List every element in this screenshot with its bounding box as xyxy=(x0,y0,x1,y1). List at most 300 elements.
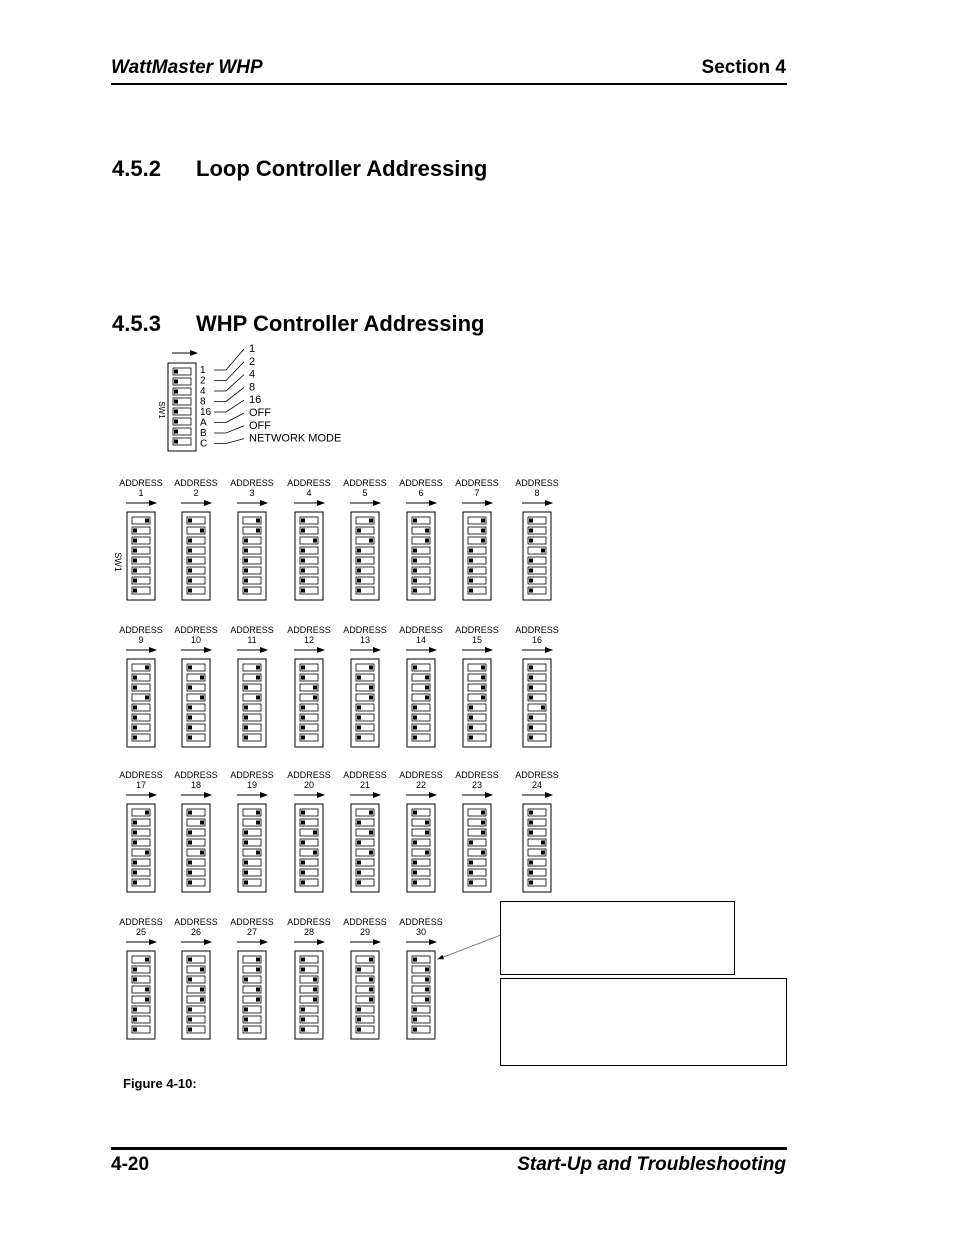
dip-toggle-off xyxy=(413,841,417,845)
address-number: 7 xyxy=(474,488,480,498)
address-cell xyxy=(343,770,387,892)
dip-toggle-off xyxy=(244,579,248,583)
dip-toggle-off xyxy=(413,549,417,553)
key-leader-line xyxy=(214,400,244,412)
dip-toggle-off xyxy=(188,539,192,543)
dip-toggle-off xyxy=(301,736,305,740)
key-dip-switch xyxy=(168,363,196,451)
dip-toggle-off xyxy=(301,549,305,553)
dip-toggle-off xyxy=(301,589,305,593)
dip-toggle-off xyxy=(244,726,248,730)
address-dip-switch xyxy=(463,512,491,600)
dip-toggle-off xyxy=(188,1008,192,1012)
dip-toggle-on xyxy=(200,998,204,1002)
dip-toggle-off xyxy=(188,871,192,875)
dip-toggle-off xyxy=(301,1028,305,1032)
dip-toggle-on xyxy=(200,696,204,700)
dip-toggle-off xyxy=(529,881,533,885)
dip-toggle-off xyxy=(244,736,248,740)
switch-meaning-label: 16 xyxy=(249,394,262,407)
dip-toggle-off xyxy=(133,726,137,730)
dip-toggle-on xyxy=(481,519,485,523)
dip-toggle-on xyxy=(200,821,204,825)
dip-toggle-off xyxy=(301,958,305,962)
dip-toggle-off xyxy=(174,420,178,424)
dip-toggle-off xyxy=(469,881,473,885)
dip-toggle-on xyxy=(313,998,317,1002)
address-label: ADDRESS xyxy=(230,625,274,635)
section-number: 4.5.2 xyxy=(112,156,161,181)
dip-toggle-on xyxy=(369,831,373,835)
dip-toggle-off xyxy=(244,978,248,982)
address-cell xyxy=(174,917,218,1039)
address-label: ADDRESS xyxy=(119,770,163,780)
dip-toggle-on xyxy=(145,998,149,1002)
address-label: ADDRESS xyxy=(515,770,559,780)
dip-toggle-off xyxy=(301,579,305,583)
dip-toggle-on xyxy=(481,851,485,855)
address-label: ADDRESS xyxy=(515,625,559,635)
dip-toggle-on xyxy=(256,666,260,670)
dip-toggle-off xyxy=(301,706,305,710)
address-cell xyxy=(515,770,559,892)
dip-toggle-on xyxy=(256,988,260,992)
dip-toggle-off xyxy=(529,821,533,825)
address-dip-switch xyxy=(238,804,266,892)
dip-toggle-on xyxy=(481,666,485,670)
dip-toggle-off xyxy=(188,1018,192,1022)
footer-rule xyxy=(111,1147,787,1150)
dip-toggle-off xyxy=(133,569,137,573)
address-dip-switch xyxy=(238,659,266,747)
dip-toggle-off xyxy=(188,706,192,710)
dip-toggle-on xyxy=(369,666,373,670)
dip-toggle-on xyxy=(481,539,485,543)
dip-toggle-on xyxy=(145,851,149,855)
address-label: ADDRESS xyxy=(287,478,331,488)
dip-toggle-off xyxy=(357,1028,361,1032)
dip-toggle-off xyxy=(413,519,417,523)
address-number: 26 xyxy=(190,927,202,937)
dip-toggle-off xyxy=(413,1018,417,1022)
dip-toggle-on xyxy=(541,549,545,553)
dip-toggle-off xyxy=(133,881,137,885)
dip-toggle-off xyxy=(529,871,533,875)
dip-toggle-off xyxy=(413,579,417,583)
address-dip-switch xyxy=(182,804,210,892)
dip-toggle-on xyxy=(369,686,373,690)
dip-toggle-on xyxy=(256,696,260,700)
dip-toggle-off xyxy=(413,569,417,573)
dip-toggle-off xyxy=(133,861,137,865)
address-cell xyxy=(230,625,274,747)
dip-toggle-on xyxy=(256,811,260,815)
address-cell xyxy=(343,478,387,600)
dip-toggle-off xyxy=(188,686,192,690)
dip-toggle-off xyxy=(529,861,533,865)
dip-toggle-on xyxy=(145,811,149,815)
dip-toggle-on xyxy=(256,851,260,855)
address-label: ADDRESS xyxy=(287,770,331,780)
dip-toggle-off xyxy=(174,430,178,434)
dip-toggle-off xyxy=(301,1008,305,1012)
dip-toggle-on xyxy=(256,958,260,962)
dip-toggle-off xyxy=(469,871,473,875)
dip-toggle-on xyxy=(541,851,545,855)
dip-toggle-on xyxy=(425,676,429,680)
dip-toggle-off xyxy=(133,676,137,680)
address-dip-switch xyxy=(407,951,435,1039)
dip-toggle-off xyxy=(133,579,137,583)
dip-toggle-on xyxy=(369,958,373,962)
dip-toggle-off xyxy=(188,716,192,720)
address-label: ADDRESS xyxy=(174,917,218,927)
switch-meaning-label: 2 xyxy=(249,355,256,368)
dip-toggle-off xyxy=(188,881,192,885)
dip-toggle-on xyxy=(256,821,260,825)
dip-toggle-off xyxy=(244,881,248,885)
dip-toggle-off xyxy=(188,666,192,670)
dip-toggle-off xyxy=(413,871,417,875)
dip-toggle-off xyxy=(133,841,137,845)
dip-toggle-off xyxy=(469,569,473,573)
dip-toggle-on xyxy=(313,988,317,992)
address-dip-switch xyxy=(295,951,323,1039)
dip-toggle-on xyxy=(256,519,260,523)
switch-position-label: B xyxy=(200,428,207,439)
dip-toggle-off xyxy=(133,706,137,710)
dip-toggle-off xyxy=(357,716,361,720)
address-dip-switch xyxy=(351,804,379,892)
dip-toggle-off xyxy=(133,831,137,835)
dip-toggle-off xyxy=(244,1028,248,1032)
address-cell xyxy=(343,917,387,1039)
address-label: ADDRESS xyxy=(230,770,274,780)
dip-toggle-off xyxy=(529,686,533,690)
dip-toggle-off xyxy=(413,881,417,885)
dip-toggle-off xyxy=(413,559,417,563)
dip-toggle-off xyxy=(413,726,417,730)
dip-toggle-off xyxy=(529,676,533,680)
address-dip-switch xyxy=(238,951,266,1039)
address-number: 19 xyxy=(246,780,258,790)
dip-toggle-off xyxy=(133,539,137,543)
note-box xyxy=(500,978,787,1066)
dip-toggle-on xyxy=(425,821,429,825)
address-dip-switch xyxy=(127,951,155,1039)
dip-toggle-off xyxy=(133,686,137,690)
dip-toggle-off xyxy=(301,811,305,815)
address-dip-switch xyxy=(463,804,491,892)
dip-toggle-off xyxy=(244,706,248,710)
dip-toggle-off xyxy=(133,1008,137,1012)
dip-toggle-off xyxy=(357,821,361,825)
address-cell xyxy=(455,770,499,892)
address-label: ADDRESS xyxy=(399,478,443,488)
dip-toggle-off xyxy=(357,726,361,730)
address-dip-switch xyxy=(407,512,435,600)
dip-toggle-off xyxy=(469,726,473,730)
address-dip-switch xyxy=(295,512,323,600)
dip-toggle-on xyxy=(541,706,545,710)
dip-toggle-on xyxy=(369,811,373,815)
switch-name-label: SW1 xyxy=(113,552,123,572)
address-dip-switch xyxy=(407,804,435,892)
address-cell xyxy=(174,625,218,747)
dip-toggle-off xyxy=(133,968,137,972)
dip-toggle-on xyxy=(481,831,485,835)
dip-toggle-off xyxy=(357,861,361,865)
address-label: ADDRESS xyxy=(119,917,163,927)
address-number: 14 xyxy=(415,635,427,645)
dip-toggle-on xyxy=(481,529,485,533)
dip-toggle-off xyxy=(133,716,137,720)
address-cell xyxy=(119,478,163,600)
address-dip-switch xyxy=(351,951,379,1039)
dip-toggle-off xyxy=(413,736,417,740)
address-cell xyxy=(119,625,163,747)
address-number: 17 xyxy=(135,780,147,790)
dip-toggle-off xyxy=(133,736,137,740)
dip-toggle-on xyxy=(425,539,429,543)
address-dip-switch xyxy=(295,804,323,892)
dip-toggle-off xyxy=(357,706,361,710)
dip-toggle-on xyxy=(369,539,373,543)
address-label: ADDRESS xyxy=(399,917,443,927)
dip-toggle-off xyxy=(244,716,248,720)
address-cell xyxy=(399,770,443,892)
dip-toggle-off xyxy=(301,861,305,865)
address-cell xyxy=(174,770,218,892)
dip-toggle-off xyxy=(469,716,473,720)
address-number: 9 xyxy=(138,635,144,645)
dip-toggle-off xyxy=(188,736,192,740)
address-cell xyxy=(287,917,331,1039)
dip-toggle-off xyxy=(357,736,361,740)
dip-toggle-on xyxy=(425,696,429,700)
address-number: 12 xyxy=(303,635,315,645)
address-cell xyxy=(230,917,274,1039)
dip-toggle-off xyxy=(301,716,305,720)
dip-toggle-off xyxy=(133,529,137,533)
dip-toggle-off xyxy=(188,726,192,730)
dip-toggle-on xyxy=(200,968,204,972)
dip-toggle-off xyxy=(357,549,361,553)
address-label: ADDRESS xyxy=(455,625,499,635)
address-dip-switch xyxy=(238,512,266,600)
dip-toggle-off xyxy=(413,811,417,815)
dip-toggle-on xyxy=(200,851,204,855)
dip-toggle-off xyxy=(413,1008,417,1012)
dip-toggle-off xyxy=(413,861,417,865)
dip-toggle-off xyxy=(529,811,533,815)
dip-toggle-off xyxy=(244,549,248,553)
dip-toggle-off xyxy=(174,370,178,374)
dip-toggle-off xyxy=(529,716,533,720)
switch-position-label: A xyxy=(200,417,207,429)
address-label: ADDRESS xyxy=(119,625,163,635)
dip-toggle-off xyxy=(301,559,305,563)
dip-toggle-off xyxy=(529,696,533,700)
address-number: 22 xyxy=(415,780,427,790)
dip-toggle-off xyxy=(529,589,533,593)
dip-toggle-on xyxy=(425,686,429,690)
dip-toggle-off xyxy=(133,821,137,825)
dip-toggle-on xyxy=(369,998,373,1002)
address-cell xyxy=(230,478,274,600)
dip-toggle-off xyxy=(469,841,473,845)
dip-toggle-on xyxy=(541,841,545,845)
dip-toggle-off xyxy=(174,410,178,414)
address-label: ADDRESS xyxy=(230,917,274,927)
dip-toggle-off xyxy=(188,978,192,982)
address-cell xyxy=(119,917,163,1039)
dip-toggle-off xyxy=(357,676,361,680)
dip-toggle-on xyxy=(145,988,149,992)
dip-toggle-on xyxy=(425,968,429,972)
dip-toggle-on xyxy=(425,529,429,533)
dip-toggle-off xyxy=(188,841,192,845)
dip-toggle-off xyxy=(244,831,248,835)
switch-position-label: 1 xyxy=(200,365,206,376)
address-dip-switch xyxy=(351,512,379,600)
dip-toggle-off xyxy=(529,559,533,563)
address-dip-switch xyxy=(295,659,323,747)
dip-toggle-off xyxy=(188,811,192,815)
key-leader-line xyxy=(214,387,244,401)
switch-meaning-label: 4 xyxy=(249,368,256,381)
dip-toggle-off xyxy=(244,589,248,593)
dip-toggle-on xyxy=(369,988,373,992)
dip-toggle-off xyxy=(413,589,417,593)
address-label: ADDRESS xyxy=(287,625,331,635)
dip-toggle-on xyxy=(425,988,429,992)
dip-toggle-on xyxy=(256,529,260,533)
dip-toggle-off xyxy=(469,706,473,710)
dip-toggle-off xyxy=(529,529,533,533)
dip-toggle-on xyxy=(200,529,204,533)
dip-toggle-off xyxy=(301,726,305,730)
address-cell xyxy=(515,478,559,600)
dip-toggle-off xyxy=(357,569,361,573)
dip-toggle-off xyxy=(469,559,473,563)
address-label: ADDRESS xyxy=(343,478,387,488)
dip-toggle-on xyxy=(145,519,149,523)
address-number: 8 xyxy=(534,488,540,498)
address-dip-switch xyxy=(127,512,155,600)
dip-toggle-off xyxy=(133,589,137,593)
dip-toggle-on xyxy=(313,539,317,543)
address-cell xyxy=(287,625,331,747)
dip-toggle-on xyxy=(425,998,429,1002)
dip-toggle-off xyxy=(188,569,192,573)
dip-toggle-off xyxy=(188,589,192,593)
address-label: ADDRESS xyxy=(230,478,274,488)
section-number: 4.5.3 xyxy=(112,311,161,336)
address-number: 18 xyxy=(190,780,202,790)
dip-toggle-off xyxy=(174,390,178,394)
dip-toggle-off xyxy=(188,1028,192,1032)
dip-toggle-on xyxy=(200,988,204,992)
switch-meaning-label: 1 xyxy=(249,343,256,355)
address-dip-switch xyxy=(182,951,210,1039)
header-section: Section 4 xyxy=(701,57,786,78)
dip-toggle-off xyxy=(133,549,137,553)
address-number: 25 xyxy=(135,927,147,937)
address-label: ADDRESS xyxy=(174,478,218,488)
address-number: 27 xyxy=(246,927,258,937)
dip-toggle-off xyxy=(357,1008,361,1012)
address-label: ADDRESS xyxy=(287,917,331,927)
address-number: 1 xyxy=(138,488,144,498)
address-number: 28 xyxy=(303,927,315,937)
dip-toggle-off xyxy=(357,529,361,533)
address-dip-switch xyxy=(127,804,155,892)
address-label: ADDRESS xyxy=(343,770,387,780)
dip-toggle-off xyxy=(133,1028,137,1032)
address-dip-switch xyxy=(463,659,491,747)
address-cell xyxy=(287,770,331,892)
address-label: ADDRESS xyxy=(399,625,443,635)
address-cell xyxy=(515,625,559,747)
dip-toggle-off xyxy=(244,1008,248,1012)
dip-toggle-on xyxy=(313,686,317,690)
address-number: 10 xyxy=(190,635,202,645)
switch-position-label: C xyxy=(200,438,208,450)
dip-toggle-off xyxy=(357,559,361,563)
header-title: WattMaster WHP xyxy=(111,57,263,78)
address-switch-grid xyxy=(113,478,559,1039)
section-title: Loop Controller Addressing xyxy=(196,156,488,181)
switch-meaning-label: OFF xyxy=(249,419,271,432)
address-label: ADDRESS xyxy=(174,770,218,780)
dip-toggle-on xyxy=(313,978,317,982)
dip-toggle-on xyxy=(369,519,373,523)
dip-toggle-off xyxy=(244,559,248,563)
dip-toggle-on xyxy=(145,696,149,700)
dip-toggle-off xyxy=(188,519,192,523)
address-number: 15 xyxy=(471,635,483,645)
key-leader-line xyxy=(214,413,244,423)
dip-toggle-off xyxy=(244,861,248,865)
address-cell xyxy=(174,478,218,600)
dip-toggle-off xyxy=(469,549,473,553)
address-cell xyxy=(399,917,443,1039)
address-cell xyxy=(455,625,499,747)
dip-toggle-off xyxy=(188,579,192,583)
dip-toggle-on xyxy=(256,968,260,972)
dip-toggle-off xyxy=(529,831,533,835)
dip-toggle-off xyxy=(301,519,305,523)
dip-toggle-off xyxy=(133,1018,137,1022)
address-label: ADDRESS xyxy=(174,625,218,635)
dip-toggle-off xyxy=(188,861,192,865)
dip-toggle-off xyxy=(174,400,178,404)
figure-caption: Figure 4-10: xyxy=(123,1076,197,1091)
dip-toggle-off xyxy=(188,549,192,553)
key-leader-line xyxy=(214,362,244,381)
dip-toggle-off xyxy=(357,1018,361,1022)
dip-toggle-on xyxy=(200,676,204,680)
dip-toggle-on xyxy=(256,998,260,1002)
dip-toggle-off xyxy=(413,716,417,720)
address-dip-switch xyxy=(351,659,379,747)
dip-toggle-on xyxy=(369,851,373,855)
dip-toggle-off xyxy=(244,569,248,573)
dip-toggle-off xyxy=(244,841,248,845)
dip-toggle-off xyxy=(301,821,305,825)
dip-toggle-on xyxy=(481,696,485,700)
